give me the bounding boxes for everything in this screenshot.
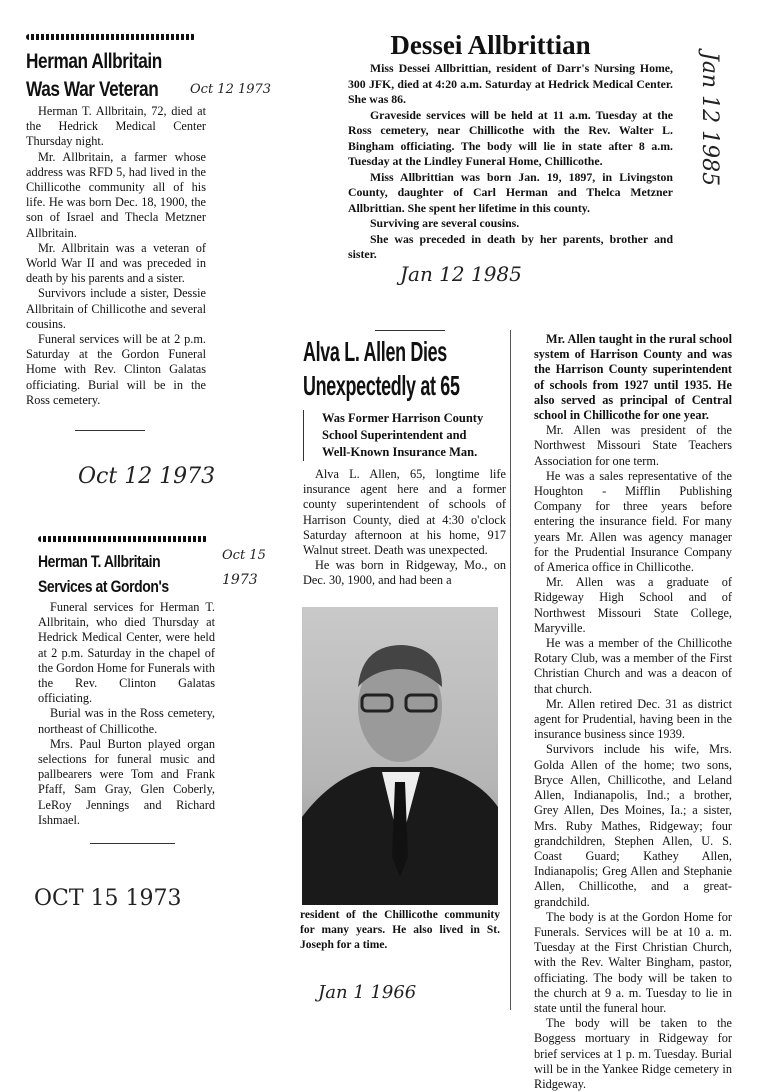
paragraph: She was preceded in death by her parents, brother and sister.: [348, 231, 673, 261]
portrait-photo: [302, 607, 498, 905]
paragraph: Mr. Allen retired Dec. 31 as district agent for Prudential, having been in the insurance business since 1939.: [534, 696, 732, 742]
paragraph: Miss Allbrittian was born Jan. 19, 1897, in Livingston County, daughter of Carl Herman and Thelca Metzner Allbrittian. She spent her lifetime in this county.: [348, 169, 673, 215]
paragraph: The body will be taken to the Boggess mortuary in Ridgeway for brief services at 1 p. m. Tuesday. Burial will be in the Yankee Ridge cemetery in Ridgeway.: [534, 1016, 732, 1091]
divider: [90, 843, 175, 844]
paragraph: Mr. Allen was president of the Northwest Missouri State Teachers Association for one term.: [534, 423, 732, 468]
paragraph: He was born in Ridgeway, Mo., on Dec. 30, 1900, and had been a: [303, 558, 506, 588]
article-body: [348, 61, 673, 263]
paragraph: Mr. Allbritain was a veteran of World War II and was preceded in death by his parents and a sister.: [26, 240, 206, 286]
wavy-divider: [26, 34, 196, 40]
subhead: [303, 410, 506, 461]
paragraph: Funeral services will be at 2 p.m. Saturday at the Gordon Funeral Home with Rev. Clinton Galatas officiating. Burial will be in the Ross cemetery.: [26, 332, 206, 407]
subhead-line: Well-Known Insurance Man.: [322, 445, 478, 459]
handwritten-note: Jan 12 1985: [400, 262, 522, 286]
subhead-line: School Superintendent and: [322, 428, 467, 442]
paragraph: Graveside services will be held at 11 a.m. Tuesday at the Ross cemetery, near Chillicothe with the Rev. Walter L. Bingham officiating. The body will lie in state after 8 a.m. Tuesday at the Lindley Funeral Home, Chillicothe.: [348, 107, 673, 168]
article-body: [26, 104, 206, 408]
headline-line-2: Services at Gordon's: [38, 577, 169, 596]
wavy-divider: [38, 536, 208, 542]
paragraph: Alva L. Allen, 65, longtime life insurance agent here and a former county superintendent of schools of Harrison County, died at 4:30 o'clock Saturday afternoon at his home, 917 Walnut street. Death was unexpected.: [303, 467, 506, 558]
paragraph: Miss Dessei Allbrittian, resident of Darr's Nursing Home, 300 JFK, died at 4:20 a.m. Saturday at Hedrick Medical Center. She was 86.: [348, 61, 673, 106]
divider: [75, 430, 145, 431]
article-body: [38, 600, 215, 828]
paragraph: He was a sales representative of the Houghton - Mifflin Publishing Company for three years before entering the insurance field. For many years Mr. Allen was agency manager for the Prudential Insurance Company of America office in Chillicothe.: [534, 468, 732, 575]
article-herman-allbritain-services: [38, 536, 215, 828]
paragraph: Mr. Allbritain, a farmer whose address was RFD 5, had lived in the Chillicothe community all of his life. He was born Dec. 18, 1900, the son of Israel and Thecla Metzner Allbritain.: [26, 149, 206, 240]
headline-line-2: Was War Veteran: [26, 78, 159, 101]
handwritten-date-vertical: Jan 12 1985: [697, 52, 722, 187]
handwritten-note: Jan 1 1966: [318, 982, 417, 1003]
paragraph: Survivors include a sister, Dessie Allbritain of Chillicothe and several cousins.: [26, 286, 206, 331]
handwritten-note: Oct 12 1973: [78, 464, 216, 489]
handwritten-date: Oct 15: [222, 548, 266, 563]
article-body: [303, 467, 506, 589]
paragraph: Funeral services for Herman T. Allbritain, who died Thursday at Hedrick Medical Center, were held at 2 p.m. Saturday in the chapel of the Gordon Home for Funerals with the Rev. Clinton Galatas officiating.: [38, 600, 215, 706]
headline: Dessei Allbrittian: [390, 30, 591, 60]
handwritten-date: 1973: [222, 572, 258, 588]
divider: [375, 330, 445, 331]
handwritten-date: Oct 12 1973: [190, 82, 272, 97]
paragraph: Surviving are several cousins.: [370, 216, 520, 230]
article-herman-allbritain-veteran: [26, 34, 206, 408]
paragraph: Mr. Allen was a graduate of Ridgeway High School and of Northwest Missouri State College, Maryville.: [534, 575, 732, 635]
paragraph: Herman T. Allbritain, 72, died at the Hedrick Medical Center Thursday night.: [26, 104, 206, 149]
column-rule: [510, 330, 511, 1010]
headline-line-1: Alva L. Allen Dies: [303, 336, 447, 367]
photo-caption: [300, 908, 500, 954]
headline-line-2: Unexpectedly at 65: [303, 370, 460, 401]
paragraph: Burial was in the Ross cemetery, northeast of Chillicothe.: [38, 706, 215, 736]
portrait-silhouette: [302, 607, 498, 905]
paragraph: He was a member of the Chillicothe Rotary Club, was a member of the First Christian Church and was a deacon of that church.: [534, 636, 732, 696]
headline-line-1: Herman T. Allbritain: [38, 552, 161, 571]
caption-text: resident of the Chillicothe community for many years. He also lived in St. Joseph for a time.: [300, 909, 500, 952]
paragraph: Survivors include his wife, Mrs. Golda Allen of the home; two sons, Bryce Allen, Chillicothe, and Leland Allen, Indianapolis, Ind.; a brother, Grey Allen, Des Moines, Ia.; a sister, Mrs. Ruby Mathes, Ridgeway; four grandchildren, Stephen Allen, U. S. Coast Guard; Kathey Allen, Indianapolis; Greg Allen and Stephanie Allen, Chillicothe, and a great-grandchild.: [534, 742, 732, 909]
subhead-line: Was Former Harrison County: [322, 411, 484, 425]
paragraph: Mr. Allen taught in the rural school system of Harrison County and was the Harrison County superintendent of schools from 1927 until 1935. He also served as principal of Central school in Chillicothe for one year.: [534, 332, 732, 423]
article-dessei-allbrittian: [348, 30, 673, 263]
article-alva-allen-col1: [303, 336, 506, 589]
paragraph: Mrs. Paul Burton played organ selections for funeral music and pallbearers were Tom and Frank Pfaff, Sam Gray, Glen Coberly, LeRoy Jennings and Richard Ishmael.: [38, 736, 215, 827]
handwritten-note: OCT 15 1973: [34, 886, 182, 911]
headline-line-1: Herman Allbritain: [26, 50, 162, 73]
article-alva-allen-col2: [534, 332, 732, 1092]
paragraph: The body is at the Gordon Home for Funerals. Services will be at 10 a. m. Tuesday at the First Christian Church, with the Rev. Walter Bingham, pastor, officiating. The body will be taken to the church at 9 a. m. Tuesday to lie in state until the funeral hour.: [534, 909, 732, 1015]
